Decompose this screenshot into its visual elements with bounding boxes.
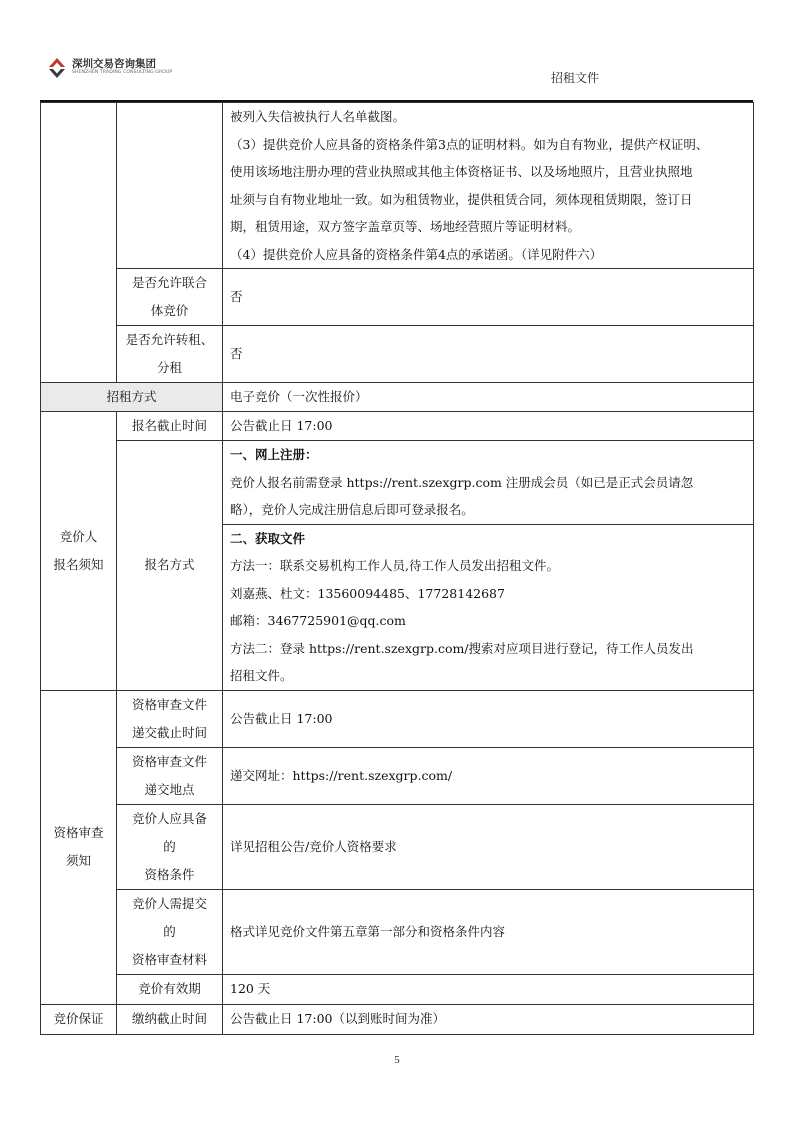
company-logo [46, 53, 171, 83]
table-row [41, 747, 754, 804]
registration-group-label: 竞价人 报名须知 [41, 412, 117, 691]
text-line: （3）提供竞价人应具备的资格条件第3点的证明材料。如为自有物业，提供产权证明、 [230, 136, 709, 152]
qualification-deadline-label: 资格审查文件 递交截止时间 [117, 690, 223, 747]
page-number: 5 [394, 1054, 400, 1066]
tender-method-value: 电子竞价（一次性报价） [223, 383, 754, 412]
text-line: 址须与自有物业地址一致。如为租赁物业，提供租赁合同，须体现租赁期限，签订日 [230, 191, 693, 207]
table-row [41, 441, 754, 525]
logo-mark-icon [46, 55, 68, 79]
qualification-conditions-value: 详见招租公告/竞价人资格要求 [223, 804, 754, 889]
deposit-deadline-label: 缴纳截止时间 [117, 1004, 223, 1034]
requirement-cell-continued [223, 103, 754, 269]
bid-validity-value: 120 天 [223, 974, 754, 1004]
deposit-group-label: 竞价保证 [41, 1004, 117, 1034]
table-row [41, 974, 754, 1004]
sublease-value: 否 [223, 326, 754, 383]
table-row [41, 804, 754, 889]
online-registration-title: 一、网上注册： [230, 447, 318, 462]
text-line: 期，租赁用途，双方签字盖章页等、场地经营照片等证明材料。 [230, 219, 581, 234]
qualification-conditions-label: 竞价人应具备 的 资格条件 [117, 804, 223, 889]
registration-method-label: 报名方式 [117, 441, 223, 691]
logo-en-text: SHENZHEN TRADING CONSULTING GROUP [72, 70, 173, 75]
text-line: （4）提供竞价人应具备的资格条件第4点的承诺函。（详见附件六） [230, 246, 603, 262]
table-row [41, 889, 754, 974]
text-line: 方法二：登录 https://rent.szexgrp.com/搜索对应项目进行登记，待工作人员发出 [230, 640, 694, 656]
qualification-materials-label: 竞价人需提交 的 资格审查材料 [117, 889, 223, 974]
table-row [41, 103, 754, 269]
table-row [41, 269, 754, 326]
bid-validity-label: 竞价有效期 [117, 974, 223, 1004]
qualification-materials-value: 格式详见竞价文件第五章第一部分和资格条件内容 [223, 889, 754, 974]
logo-cn-text: 深圳交易咨询集团 [72, 58, 156, 70]
qualification-place-value: 递交网址：https://rent.szexgrp.com/ [223, 747, 754, 804]
qualification-group-label: 资格审查 须知 [41, 690, 117, 1004]
text-line: 略），竞价人完成注册信息后即可登录报名。 [230, 502, 474, 517]
registration-deadline-value: 公告截止日 17:00 [223, 412, 754, 441]
contact-email: 邮箱：3467725901@qq.com [230, 613, 406, 628]
table-row [41, 412, 754, 441]
table-row [41, 383, 754, 412]
deposit-deadline-value: 公告截止日 17:00（以到账时间为准） [223, 1004, 754, 1034]
text-line: 方法一：联系交易机构工作人员,待工作人员发出招租文件。 [230, 558, 559, 573]
document-title: 招租文件 [551, 71, 600, 85]
contact-phones: 刘嘉燕、杜文：13560094485、17728142687 [230, 585, 505, 601]
table-row [41, 1004, 754, 1034]
page-header [0, 0, 794, 104]
table-row [41, 690, 754, 747]
tender-method-label: 招租方式 [41, 383, 223, 412]
registration-deadline-label: 报名截止时间 [117, 412, 223, 441]
text-line: 招租文件。 [230, 668, 293, 683]
qualification-place-label: 资格审查文件 递交地点 [117, 747, 223, 804]
sublease-label: 是否允许转租、 分租 [117, 326, 223, 383]
obtain-documents-cell [223, 524, 754, 690]
qualification-deadline-value: 公告截止日 17:00 [223, 690, 754, 747]
joint-bid-value: 否 [223, 269, 754, 326]
text-line: 被列入失信被执行人名单截图。 [230, 109, 406, 124]
tender-info-table [40, 102, 754, 1035]
obtain-documents-title: 二、获取文件 [230, 530, 306, 546]
label-cell-continued [117, 103, 223, 269]
text-line: 竞价人报名前需登录 https://rent.szexgrp.com 注册成会员（如已是正式会员请忽 [230, 474, 694, 490]
table-row [41, 326, 754, 383]
online-registration-cell [223, 441, 754, 525]
joint-bid-label: 是否允许联合 体竞价 [117, 269, 223, 326]
group-cell-continued [41, 103, 117, 383]
text-line: 使用该场地注册办理的营业执照或其他主体资格证书、以及场地照片，且营业执照地 [230, 164, 693, 179]
